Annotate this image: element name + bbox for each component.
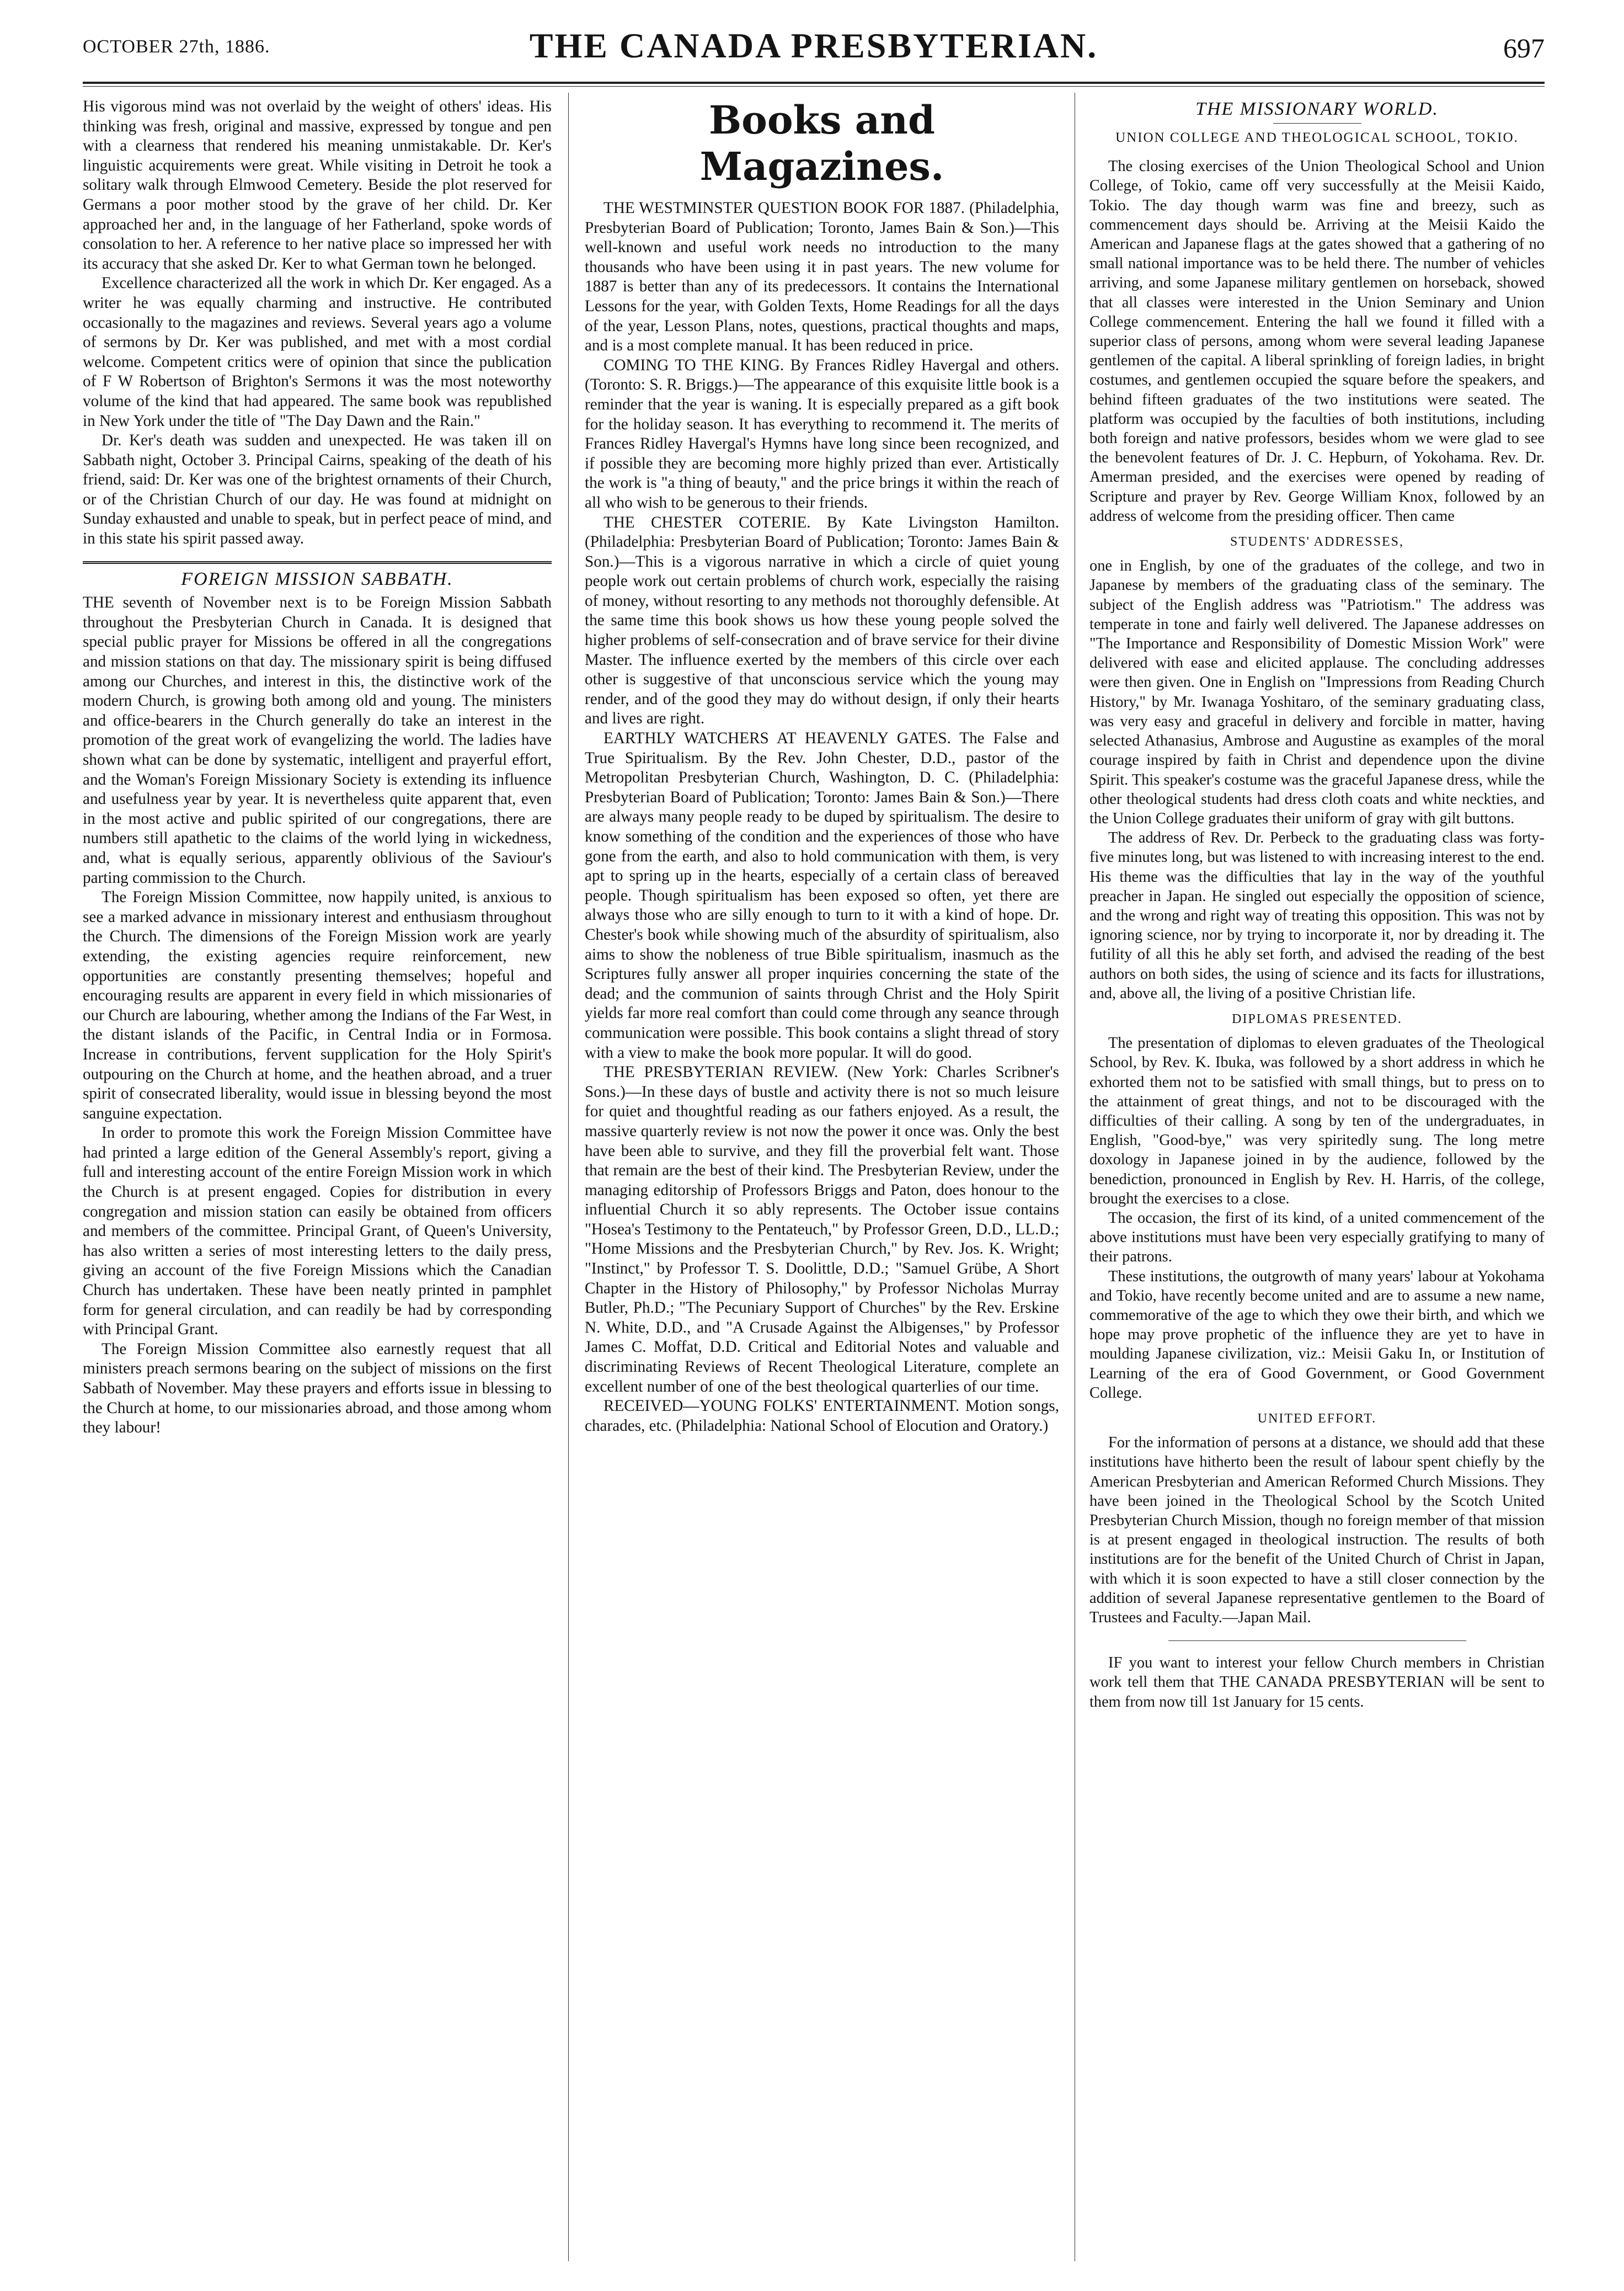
column-2	[585, 97, 1059, 2260]
column-3	[1089, 97, 1545, 2260]
masthead-rule	[83, 82, 1545, 84]
article-paragraph: one in English, by one of the graduates of the college, and two in Japanese by members of the graduating class of the seminary. The subject of the English address was "Patriotism." The address was temperate in tone and fairly well delivered. The Japanese addresses on "The Importance and Responsibility of Domestic Mission Work" were delivered with ease and elicited applause. The concluding addresses were then given. One in English on "Impressions from Reading Church History," by Mr. Iwanaga Yoshitaro, of the seminary graduating class, was very easy and graceful in delivery and forcible in matter, having selected Athanasius, Ambrose and Augustine as examples of the moral courage inspired by faith in Christ and dependence upon the divine Spirit. This speaker's costume was the graceful Japanese dress, while the other theological students had dress cloth coats and white neckties, and the Union College graduates their uniform of gray with gilt buttons.	[1089, 557, 1545, 827]
subheading: DIPLOMAS PRESENTED.	[1232, 1011, 1402, 1026]
review-paragraph: THE PRESBYTERIAN REVIEW. (New York: Charles Scribner's Sons.)—In these days of bustle and activity there is not so much leisure for quiet and thoughtful reading as our fathers enjoyed. As a result, the massive quarterly review is not now the power it once was. Only the best have been able to survive, and they fill the proverbial felt want. Those that remain are the best of their kind. The Presbyterian Review, under the managing editorship of Professors Briggs and Paton, does honour to the influential Church it so ably represents. The October issue contains "Hosea's Testimony to the Pentateuch," by Professor Green, D.D., LL.D.; "Home Missions and the Presbyterian Church," by Rev. Jos. K. Wright; "Instinct," by Professor T. S. Doolittle, D.D.; "Samuel Grübe, A Short Chapter in the History of Philosophy," by Professor Nicholas Murray Butler, Ph.D.; "The Pecuniary Support of Churches" by the Rev. Erskine N. White, D.D., and "A Crusade Against the Albigenses," by Professor James C. Moffat, D.D. Critical and Editorial Notes and valuable and discriminating Reviews of Recent Theological Literature, complete an excellent number of one of the best theological quarterlies of our time.	[585, 1063, 1059, 1395]
article-paragraph: Dr. Ker's death was sudden and unexpected. He was taken ill on Sabbath night, October 3. Principal Cairns, speaking of the death of his friend, said: Dr. Ker was one of the brightest ornaments of their Church, or of the Christian Church of our day. He was found at midnight on Sunday exhausted and unable to speak, but in perfect peace of mind, and in this state his spirit passed away.	[83, 431, 552, 548]
article-paragraph: The Foreign Mission Committee, now happily united, is anxious to see a marked advance in missionary interest and enthusiasm throughout the Church. The dimensions of the Foreign Mission work are yearly extending, the existing agencies require reinforcement, new opportunities are constantly presenting themselves; hopeful and encouraging results are apparent in every field in which missionaries of our Church are labouring, whether among the Indians of the Far West, in the distant islands of the Pacific, in Central India or in Formosa. Increase in contributions, fervent supplication for the Holy Spirit's outpouring on the Church at home, and the heathen abroad, and a truer spirit of consecrated liberality, would issue in blessing beyond the most sanguine expectation.	[83, 888, 552, 1122]
review-paragraph: RECEIVED—YOUNG FOLKS' ENTERTAINMENT. Motion songs, charades, etc. (Philadelphia: National School of Elocution and Oratory.)	[585, 1397, 1059, 1435]
article-paragraph: The closing exercises of the Union Theological School and Union College, of Tokio, came off very successfully at the Meisii Kaido, Tokio. The day though warm was fine and breezy, such as commencement days should be. Arriving at the Meisii Kaido the American and Japanese flags at the gates showed that a gathering of no small national importance was to be held there. The number of vehicles arriving, and some Japanese military gentlemen on horseback, showed that all classes were interested in the Union Seminary and Union College commencement. Entering the hall we found it filled with a superior class of persons, among whom were several leading Japanese gentlemen of the capital. A liberal sprinkling of foreign ladies, in bright costumes, and gentlemen occupied the square before the speakers, and behind fifteen graduates of the two institutions were seated. The platform was occupied by the faculties of both institutions, including both foreign and native professors, besides whom we were glad to see the benevolent features of Dr. J. C. Hepburn, of Yokohama. Rev. Dr. Amerman presided, and the exercises were opened by reading of Scripture and prayer by Rev. George William Knox, followed by an address of welcome from the presiding officer. Then came	[1089, 158, 1545, 525]
subheading: UNITED EFFORT.	[1257, 1411, 1377, 1426]
masthead	[83, 20, 1545, 81]
section-title: THE MISSIONARY WORLD.	[1195, 99, 1439, 119]
review-paragraph: COMING TO THE KING. By Frances Ridley Havergal and others. (Toronto: S. R. Briggs.)—The appearance of this exquisite little book is a reminder that the year is waning. It is especially prepared as a gift book for the holiday season. It has everything to recommend it. The merits of Frances Ridley Havergal's Hymns have long since been recognized, and if possible they are becoming more highly prized than ever. Artistically the work is "a thing of beauty," and the price brings it within the reach of all who wish to be generous to their friends.	[585, 356, 1059, 512]
column-1	[83, 97, 552, 2260]
section-rule	[1273, 123, 1361, 124]
review-paragraph: THE WESTMINSTER QUESTION BOOK FOR 1887. (Philadelphia, Presbyterian Board of Publication; Toronto, James Bain & Son.)—This well-known and useful work needs no introduction to the many thousands who have been using it in past years. The new volume for 1887 is better than any of its predecessors. It contains the International Lessons for the year, with Golden Texts, Home Readings for all the days of the year, Lesson Plans, notes, questions, practical thoughts and maps, and is a most complete manual. It has been reduced in price.	[585, 199, 1059, 355]
article-paragraph: These institutions, the outgrowth of many years' labour at Yokohama and Tokio, have recently become united and are to assume a new name, commemorative of the age to which they owe their birth, and which we hope may prove prophetic of the influence they are yet to have in moulding Japanese civilization, viz.: Meisii Gaku In, or Institution of Learning of the era of Good Government, or Good Government College.	[1089, 1267, 1545, 1402]
newspaper-title: THE CANADA PRESBYTERIAN.	[529, 26, 1098, 65]
review-paragraph: EARTHLY WATCHERS AT HEAVENLY GATES. The False and True Spiritualism. By the Rev. John Chester, D.D., pastor of the Metropolitan Presbyterian Church, Washington, D. C. (Philadelphia: Presbyterian Board of Publication; Toronto: James Bain & Son.)—There are always many people ready to be duped by spiritualism. The desire to know something of the condition and the experiences of those who have gone from the earth, and also to hold communication with them, is very apt to spring up in the hearts, especially of a certain class of bereaved people. Though spiritualism has been exposed so often, yet there are always those who are silly enough to turn to it with a kind of hope. Dr. Chester's book while showing much of the absurdity of spiritualism, also aims to show the nobleness of true Bible spiritualism, inasmuch as the Scriptures fully answer all proper inquiries concerning the state of the dead; and the communion of saints through Christ and the Holy Spirit yields far more real comfort than could come through any seance through communication were possible. This book contains a slight thread of story with a view to make the book more popular. It will do good.	[585, 729, 1059, 1062]
review-paragraph: THE CHESTER COTERIE. By Kate Livingston Hamilton. (Philadelphia: Presbyterian Board of Publication; Toronto: James Bain & Son.)—This is a vigorous narrative in which a circle of quiet young people work out certain problems of church work, especially the raising of money, without resorting to any methods not thoroughly defensible. At the same time this book shows us how these young people solved the higher problems of self-consecration and of brave service for their divine Master. The influence exerted by the members of this circle over each other is suggestive of that unconscious service which the young may render, and of the good they may do without design, if only their hearts and lives are right.	[585, 513, 1059, 728]
article-paragraph: The presentation of diplomas to eleven graduates of the Theological School, by Rev. K. Ibuka, was followed by a short address in which he exhorted them not to be satisfied with small things, but to press on to the attainment of great things, and not to be discouraged with the difficulties of their calling. A song by ten of the undergraduates, in English, "Good-bye," was very spiritedly sung. The long metre doxology in Japanese joined in by the audience, followed by the benediction, pronounced in English by Rev. H. Harris, of the college, brought the exercises to a close.	[1089, 1035, 1545, 1207]
masthead-rule-thin	[83, 86, 1545, 87]
subscription-notice: IF you want to interest your fellow Church members in Christian work tell them that THE CANADA PRESBYTERIAN will be sent to them from now till 1st January for 15 cents.	[1089, 1654, 1545, 1711]
article-paragraph: In order to promote this work the Foreign Mission Committee have had printed a large edition of the General Assembly's report, giving a full and interesting account of the entire Foreign Mission work in which the Church is at present engaged. Copies for distribution in every congregation and mission station can easily be obtained from officers and members of the committee. Principal Grant, of Queen's University, has also written a series of most interesting letters to the daily press, giving an account of the five Foreign Missions which the Canadian Church has undertaken. These have been neatly printed in pamphlet form for general circulation, and can readily be had by corresponding with Principal Grant.	[83, 1124, 552, 1339]
page-number: 697	[1503, 33, 1545, 63]
subheading: STUDENTS' ADDRESSES,	[1230, 535, 1404, 550]
article-paragraph: THE seventh of November next is to be Foreign Mission Sabbath throughout the Presbyterian Church in Canada. It is designed that special public prayer for Missions be offered in all the congregations and mission stations on that day. The missionary spirit is being diffused among our Churches, and interest in this, the distinctive work of the modern Church, is growing both among old and young. The ministers and office-bearers in the Church generally do take an interest in the promotion of the great work of evangelizing the world. The ladies have shown what can be done by systematic, intelligent and prayerful effort, and the Woman's Foreign Missionary Society is extending its influence and usefulness year by year. It is nevertheless quite apparent that, even in the most active and public spirited of our congregations, there are numbers still apathetic to the claims of the world lying in wickedness, and, what is equally serious, apparently oblivious of the Saviour's parting commission to the Church.	[83, 594, 552, 887]
article-paragraph: The occasion, the first of its kind, of a united commencement of the above institutions must have been very especially gratifying to many of their patrons.	[1089, 1209, 1545, 1266]
article-paragraph: Excellence characterized all the work in which Dr. Ker engaged. As a writer he was equally charming and instructive. He contributed occasionally to the magazines and reviews. Several years ago a volume of sermons by Dr. Ker was published, and met with a most cordial welcome. Competent critics were of opinion that since the publication of F W Robertson of Brighton's Sermons it was the most noteworthy volume of the kind that had appeared. The same book was republished in New York under the title of "The Day Dawn and the Rain."	[83, 274, 552, 430]
article-paragraph: His vigorous mind was not overlaid by the weight of others' ideas. His thinking was fresh, original and massive, expressed by tongue and pen with a clearness that rendered his meaning unmistakable. Dr. Ker's linguistic acquirements were great. While visiting in Detroit he took a solitary walk through Elmwood Cemetery. Beside the plot reserved for Germans a poor mother stood by the grave of her child. Dr. Ker approached her and, in the language of her Fatherland, spoke words of consolation to her. A reference to her native place so impressed her with its accuracy that she asked Dr. Ker to what German town he belonged.	[83, 98, 552, 273]
article-paragraph: The address of Rev. Dr. Perbeck to the graduating class was forty-five minutes long, but was listened to with increasing interest to the end. His theme was the difficulties that lay in the way of the youthful preacher in Japan. He singled out especially the opposition of science, and the wrong and right way of treating this opposition. This was not by ignoring science, nor by trying to incorporate it, nor by dreading it. The futility of all this he ably set forth, and advised the reading of the best authors on both sides, the using of science and its facts for illustrations, and, above all, the living of a positive Christian life.	[1089, 829, 1545, 1002]
issue-date: OCTOBER 27th, 1886.	[83, 36, 270, 57]
section-rule	[1168, 1640, 1466, 1641]
article-paragraph: The Foreign Mission Committee also earnestly request that all ministers preach sermons bearing on the subject of missions on the first Sabbath of November. May these prayers and efforts issue in blessing to the Church at home, to our missionaries abroad, and those among whom they labour!	[83, 1340, 552, 1437]
section-subtitle: UNION COLLEGE AND THEOLOGICAL SCHOOL, TOKIO.	[1115, 130, 1519, 146]
article-paragraph: For the information of persons at a distance, we should add that these institutions have hitherto been the result of labour spent chiefly by the American Presbyterian and American Reformed Church Missions. They have been joined in the Theological School by the Scotch United Presbyterian Church Mission, though no foreign member of that mission is at present engaged in theological instruction. The results of both institutions are for the benefit of the United Church of Christ in Japan, with which it is soon expected to have a still closer connection by the addition of several Japanese representative gentlemen to the Board of Trustees and Faculty.—Japan Mail.	[1089, 1434, 1545, 1627]
column-divider	[568, 93, 569, 2261]
section-title: Books and Magazines.	[699, 97, 944, 189]
section-title: FOREIGN MISSION SABBATH.	[181, 568, 453, 589]
section-rule	[83, 561, 552, 564]
